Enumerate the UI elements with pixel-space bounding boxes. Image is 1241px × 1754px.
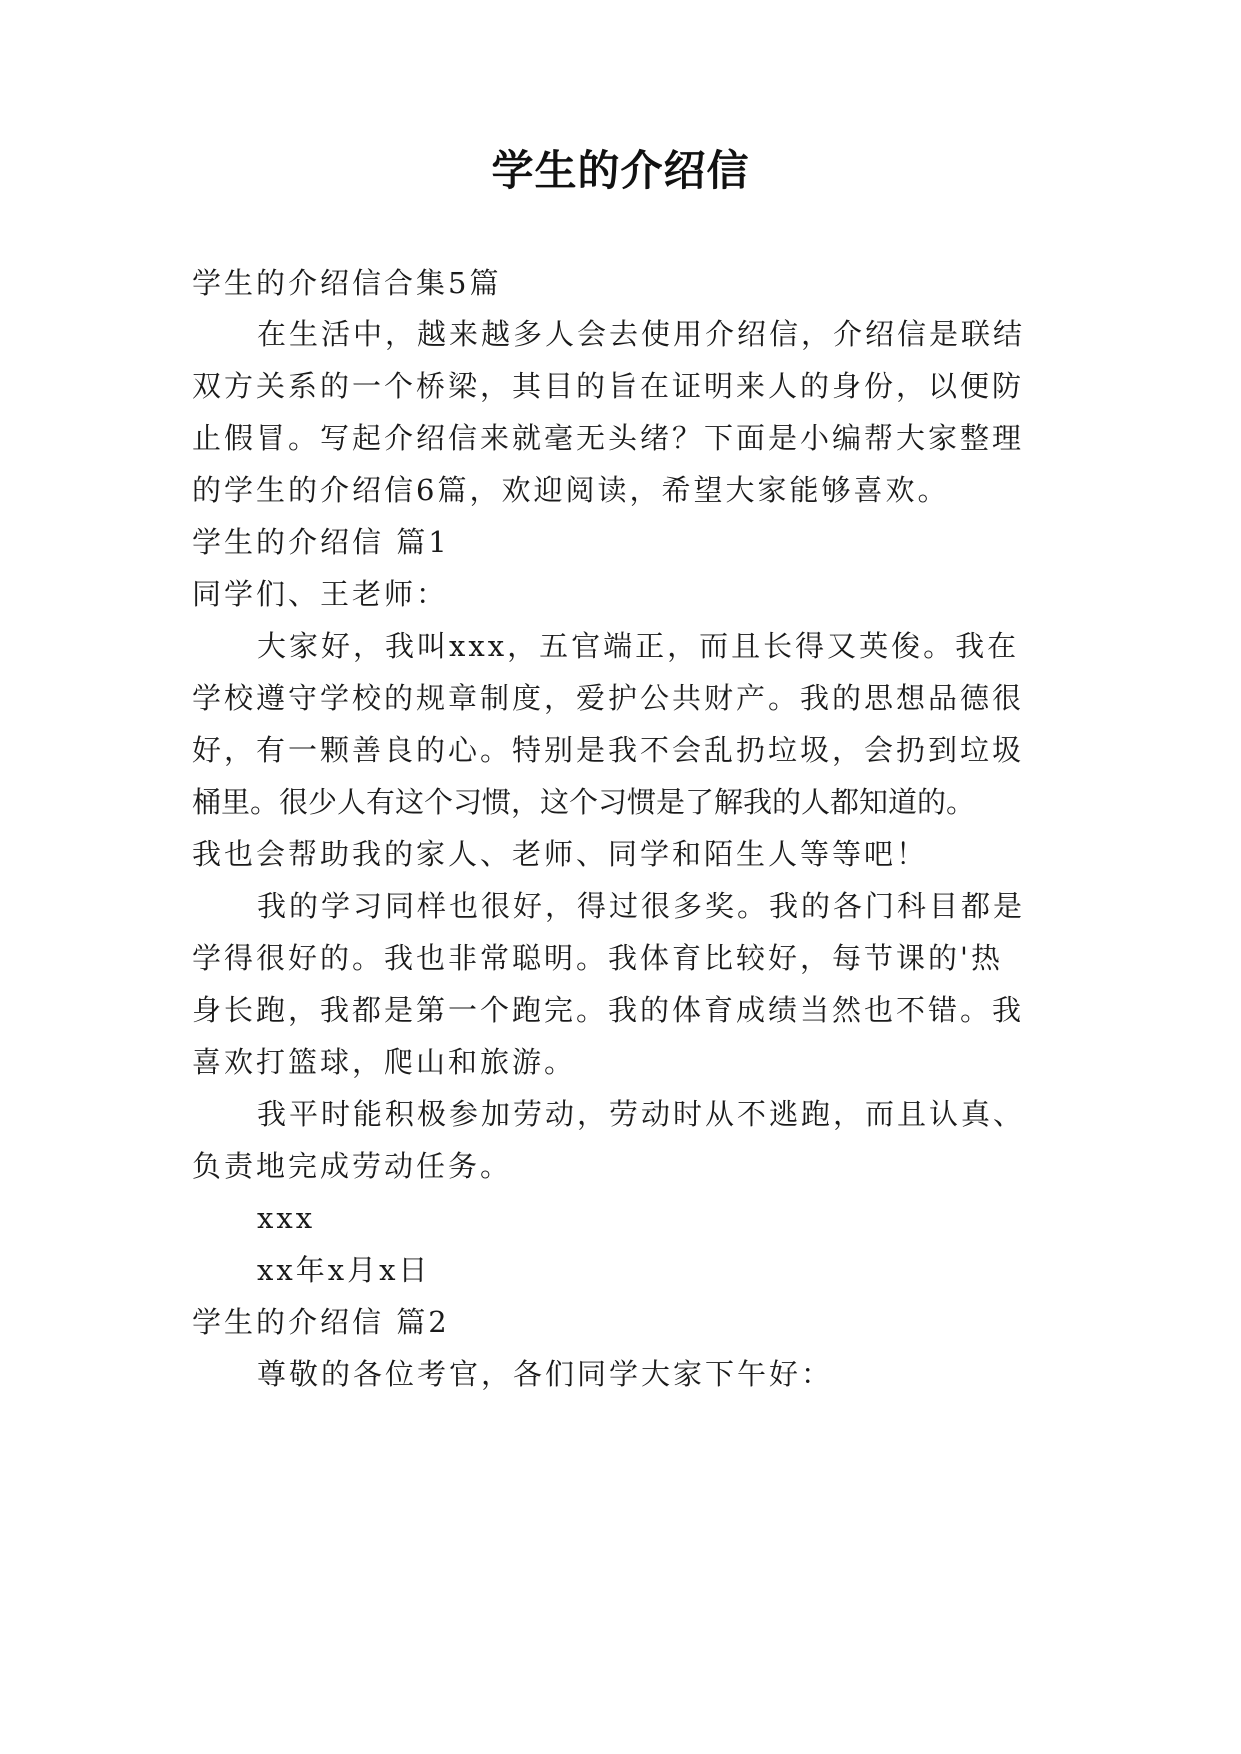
paragraph-line: 在生活中，越来越多人会去使用介绍信，介绍信是联结 [257,317,1026,351]
paragraph-line: 双方关系的一个桥梁，其目的旨在证明来人的身份，以便防 [192,369,1025,403]
collection-heading: 学生的介绍信合集5篇 [192,266,502,300]
salutation: 尊敬的各位考官，各们同学大家下午好： [257,1357,834,1391]
paragraph-line: 的学生的介绍信6篇，欢迎阅读，希望大家能够喜欢。 [192,473,950,507]
paragraph-line: 身长跑，我都是第一个跑完。我的体育成绩当然也不错。我 [192,993,1025,1027]
section-heading: 学生的介绍信 篇2 [192,1305,450,1339]
paragraph-line: 我也会帮助我的家人、老师、同学和陌生人等等吧！ [192,837,929,871]
paragraph-line: 喜欢打篮球，爬山和旅游。 [192,1045,577,1079]
signature-name: xxx [257,1201,316,1235]
paragraph-line: 我平时能积极参加劳动，劳动时从不逃跑，而且认真、 [257,1097,1026,1131]
paragraph-line: 学校遵守学校的规章制度，爱护公共财产。我的思想品德很 [192,681,1025,715]
salutation: 同学们、王老师： [192,577,449,611]
paragraph-line: 大家好，我叫xxx，五官端正，而且长得又英俊。我在 [257,629,1020,663]
paragraph-line: 好，有一颗善良的心。特别是我不会乱扔垃圾，会扔到垃圾 [192,733,1025,767]
paragraph-line: 学得很好的。我也非常聪明。我体育比较好，每节课的'热 [192,941,1003,975]
paragraph-line: 桶里。很少人有这个习惯，这个习惯是了解我的人都知道的。 [192,785,976,819]
page-title: 学生的介绍信 [491,146,750,195]
section-heading: 学生的介绍信 篇1 [192,525,450,559]
paragraph-line: 我的学习同样也很好，得过很多奖。我的各门科目都是 [257,889,1026,923]
paragraph-line: 负责地完成劳动任务。 [192,1149,513,1183]
paragraph-line: 止假冒。写起介绍信来就毫无头绪？下面是小编帮大家整理 [192,421,1025,455]
signature-date: xx年x月x日 [257,1253,431,1287]
